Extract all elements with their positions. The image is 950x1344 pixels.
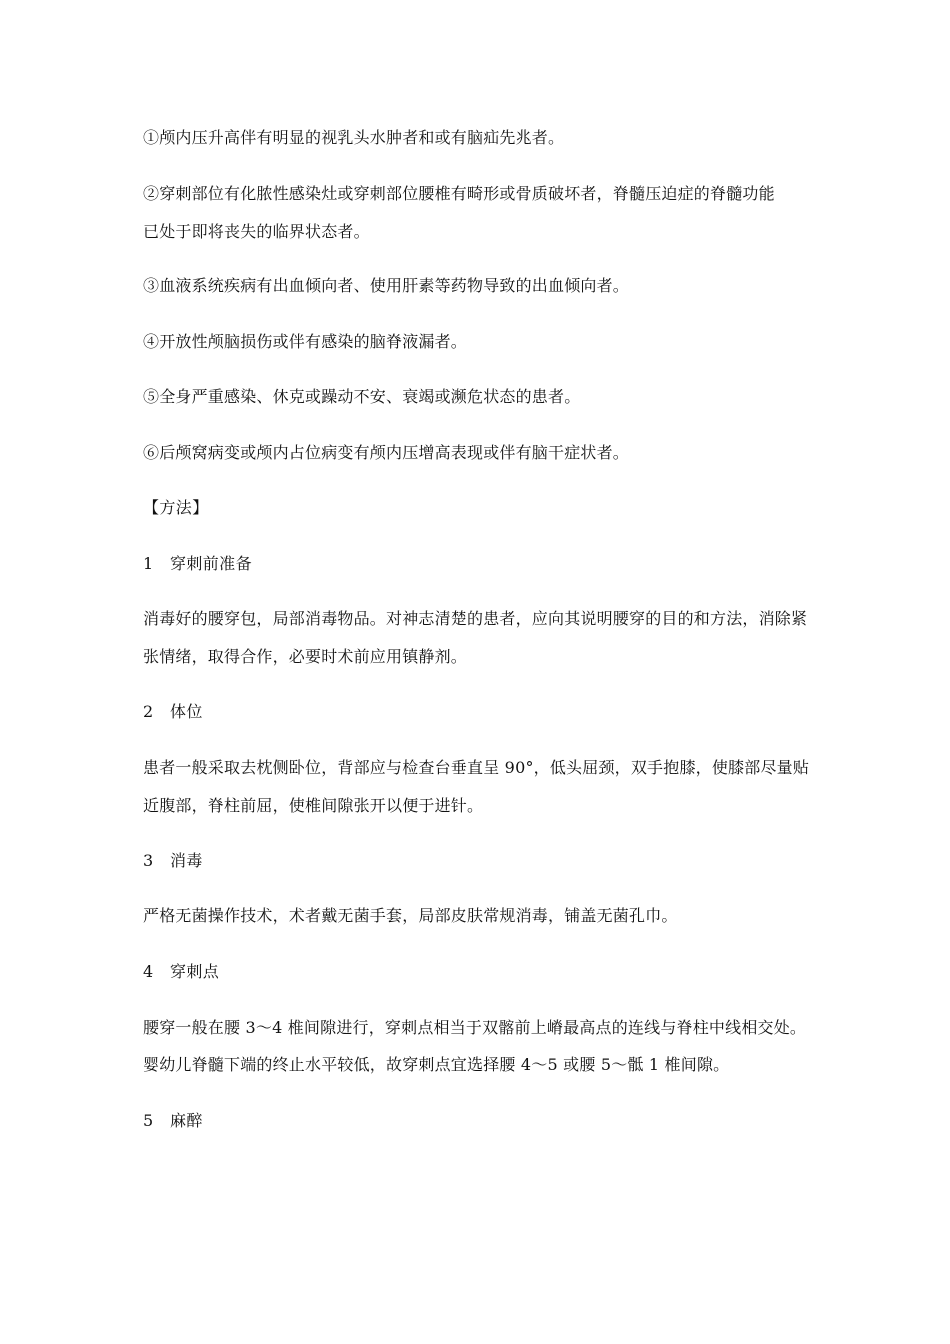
step-2-heading: 2 体位 xyxy=(143,702,203,721)
step-5-heading: 5 麻醉 xyxy=(143,1111,203,1130)
contraindication-1: ①颅内压升高伴有明显的视乳头水肿者和或有脑疝先兆者。 xyxy=(143,128,565,147)
step-4-text-line-1: 腰穿一般在腰 3～4 椎间隙进行，穿刺点相当于双髂前上嵴最高点的连线与脊柱中线相交处。 xyxy=(143,1018,807,1037)
step-2-text-line-2: 近腹部，脊柱前屈，使椎间隙张开以便于进针。 xyxy=(143,796,484,815)
contraindication-2-line-1: ②穿刺部位有化脓性感染灶或穿刺部位腰椎有畸形或骨质破坏者，脊髓压迫症的脊髓功能 xyxy=(143,184,775,203)
step-1-text-line-1: 消毒好的腰穿包，局部消毒物品。对神志清楚的患者，应向其说明腰穿的目的和方法，消除紧 xyxy=(143,609,808,628)
contraindication-3: ③血液系统疾病有出血倾向者、使用肝素等药物导致的出血倾向者。 xyxy=(143,276,630,295)
step-1-heading: 1 穿刺前准备 xyxy=(143,554,252,573)
contraindication-4: ④开放性颅脑损伤或伴有感染的脑脊液漏者。 xyxy=(143,332,468,351)
step-3-text-line-1: 严格无菌操作技术，术者戴无菌手套，局部皮肤常规消毒，铺盖无菌孔巾。 xyxy=(143,906,678,925)
step-3-heading: 3 消毒 xyxy=(143,851,203,870)
step-4-heading: 4 穿刺点 xyxy=(143,962,220,981)
step-2-text-line-1: 患者一般采取去枕侧卧位，背部应与检查台垂直呈 90°，低头屈颈，双手抱膝，使膝部尽量贴 xyxy=(143,758,810,777)
step-1-text-line-2: 张情绪，取得合作，必要时术前应用镇静剂。 xyxy=(143,647,468,666)
contraindication-5: ⑤全身严重感染、休克或躁动不安、衰竭或濒危状态的患者。 xyxy=(143,387,581,406)
method-title: 【方法】 xyxy=(143,498,209,517)
contraindication-2-line-2: 已处于即将丧失的临界状态者。 xyxy=(143,222,370,241)
contraindication-6: ⑥后颅窝病变或颅内占位病变有颅内压增高表现或伴有脑干症状者。 xyxy=(143,443,630,462)
step-4-text-line-2: 婴幼儿脊髓下端的终止水平较低，故穿刺点宜选择腰 4～5 或腰 5～骶 1 椎间隙。 xyxy=(143,1055,730,1074)
